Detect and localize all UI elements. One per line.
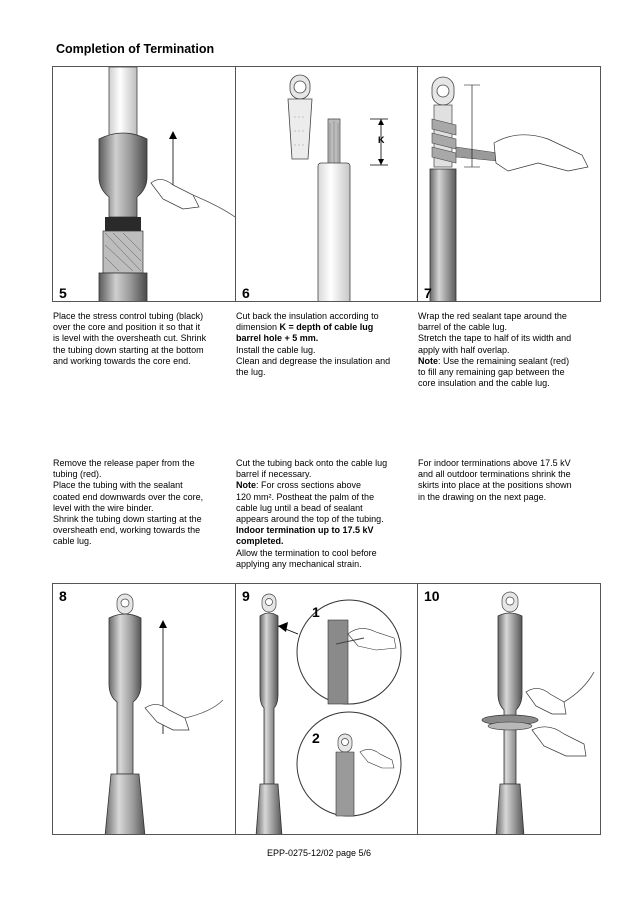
sealant-tape-drawing — [418, 67, 601, 302]
step-6-illustration — [235, 66, 419, 302]
text-line: barrel hole + 5 mm. — [236, 333, 319, 344]
red-tubing-drawing — [53, 584, 236, 835]
step-7-illustration — [417, 66, 601, 302]
step-6-description — [236, 311, 404, 378]
text-line — [236, 480, 404, 491]
callout-2: 2 — [312, 730, 320, 746]
note-label: Note — [418, 355, 438, 366]
text-line: Cut the tubing back onto the cable lug — [236, 458, 388, 468]
step-5-illustration — [52, 66, 236, 302]
text-line: For indoor terminations above 17.5 kV — [418, 458, 571, 468]
text-line: Cut back the insulation according to — [236, 311, 379, 321]
text-fragment: : Use the remaining sealant (red) — [438, 355, 570, 366]
step-number: 9 — [242, 588, 250, 604]
text-fragment: dimension — [236, 322, 280, 333]
step-number: 6 — [242, 285, 250, 301]
text-line: is level with the oversheath cut. Shrink — [53, 333, 207, 344]
text-line: Clean and degrease the insulation and — [236, 355, 391, 366]
text-line: the lug. — [236, 367, 266, 378]
text-line: Wrap the red sealant tape around the — [418, 311, 567, 321]
page-footer: EPP-0275-12/02 page 5/6 — [266, 848, 372, 858]
text-line — [236, 322, 404, 333]
text-line: Shrink the tubing down starting at the — [53, 514, 202, 525]
text-line: to fill any remaining gap between the — [418, 367, 565, 378]
text-line: the tubing down starting at the bottom — [53, 344, 204, 355]
tubing-cutback-drawing — [236, 584, 419, 835]
text-line: oversheath end, working towards the — [53, 525, 201, 536]
skirt-installation-drawing — [418, 584, 601, 835]
step-number: 10 — [424, 588, 440, 604]
dimension-k-label: K — [378, 135, 385, 145]
step-8-illustration — [52, 583, 236, 835]
text-line: Place the tubing with the sealant — [53, 480, 183, 491]
text-line: level with the wire binder. — [53, 502, 154, 513]
step-10-illustration — [417, 583, 601, 835]
step-5-description — [53, 311, 221, 367]
text-line: cable lug. — [53, 536, 92, 547]
stress-control-tubing-drawing — [53, 67, 236, 302]
text-line: Allow the termination to cool before — [236, 547, 377, 558]
text-line — [418, 356, 586, 367]
text-line: Place the stress control tubing (black) — [53, 311, 204, 321]
step-8-description — [53, 458, 221, 548]
text-line: Indoor termination up to 17.5 kV — [236, 525, 374, 536]
text-line: skirts into place at the positions shown — [418, 480, 572, 491]
text-line: coated end downwards over the core, — [53, 491, 204, 502]
text-line: barrel if necessary. — [236, 469, 312, 480]
step-10-description — [418, 458, 586, 503]
text-line: and working towards the core end. — [53, 355, 191, 366]
text-line: applying any mechanical strain. — [236, 558, 362, 569]
text-line: in the drawing on the next page. — [418, 491, 547, 502]
note-label: Note — [236, 480, 256, 491]
text-line: and all outdoor terminations shrink the — [418, 469, 571, 480]
text-line: core insulation and the cable lug. — [418, 378, 550, 389]
callout-1: 1 — [312, 604, 320, 620]
text-line: cable lug until a bead of sealant — [236, 502, 363, 513]
text-line: tubing (red). — [53, 469, 102, 480]
text-line: 120 mm². Postheat the palm of the — [236, 491, 375, 502]
text-line: apply with half overlap. — [418, 344, 510, 355]
section-title: Completion of Termination — [56, 42, 215, 56]
text-line: Install the cable lug. — [236, 344, 316, 355]
step-number: 7 — [424, 285, 432, 301]
text-line: over the core and position it so that it — [53, 322, 201, 333]
text-line: barrel of the cable lug. — [418, 322, 508, 333]
text-line: Stretch the tape to half of its width and — [418, 333, 572, 344]
step-number: 8 — [59, 588, 67, 604]
step-9-description — [236, 458, 404, 570]
text-line: appears around the top of the tubing. — [236, 514, 384, 525]
step-9-illustration — [235, 583, 419, 835]
cable-lug-insulation-drawing — [236, 67, 419, 302]
text-line: Remove the release paper from the — [53, 458, 195, 468]
text-line: completed. — [236, 536, 284, 547]
text-fragment: : For cross sections above — [256, 480, 362, 491]
k-definition: K = depth of cable lug — [279, 322, 374, 333]
step-7-description — [418, 311, 586, 389]
step-number: 5 — [59, 285, 67, 301]
